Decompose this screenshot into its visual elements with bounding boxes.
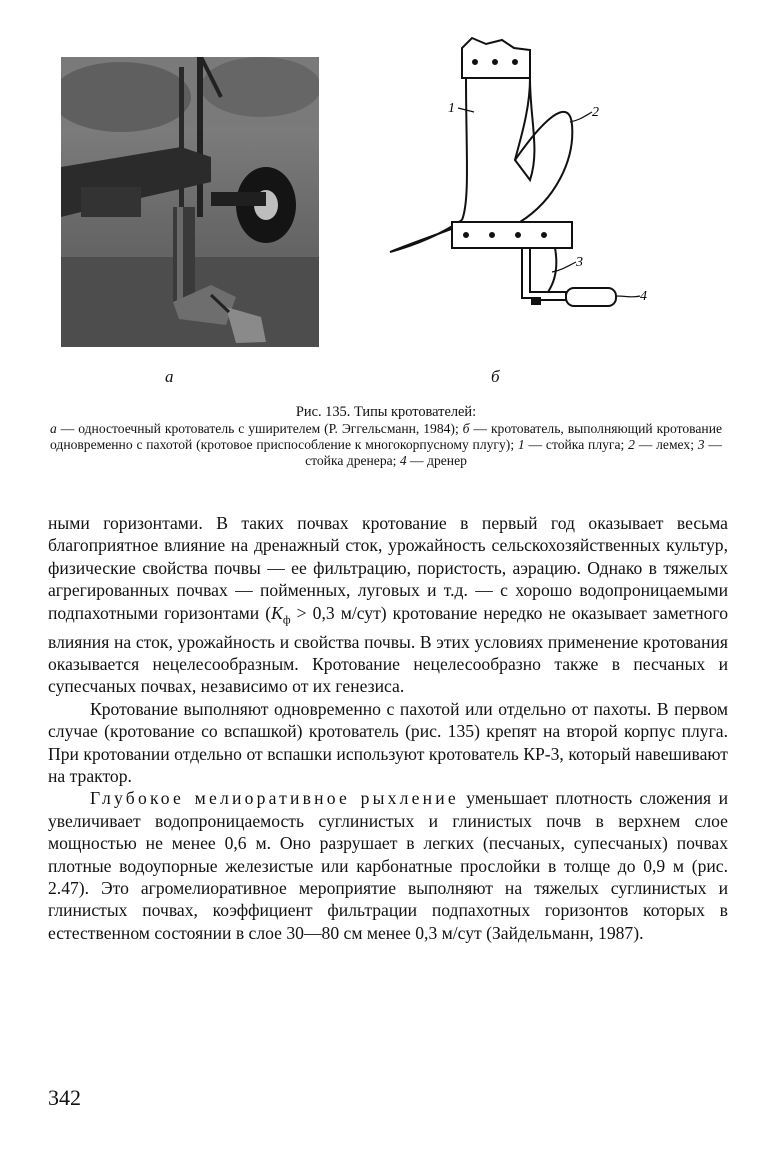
paragraph-3-text: уменьшает плотность сложения и увеличивает водопроницаемость суглинистых и глинистых почв в верхнем слое мощностью не менее 0,6 м. Оно разрушает в легких (песчаных, супесчаных) почвах плотные водоупорные железистые или карбонатные прослойки в толще до 0,9 м (рис. 2.47). Это агромелиоративное мероприятие выполняют на тяжелых суглинистых и глинистых почвах, коэффициент фильтрации подпахотных горизонтов которых в естественном состоянии в слое 30—80 см менее 0,3 м/сут (Зайдельманн, 1987). bbox=[48, 788, 728, 943]
paragraph-2: Кротование выполняют одновременно с пахотой или отдельно от пахоты. В первом случае (кротование со вспашкой) кротователь (рис. 135) крепят на второй корпус плуга. При кротовании отдельно от вспашки используют кротователь КР-3, который навешивают на трактор. bbox=[48, 698, 728, 786]
filtration-coefficient-symbol: K bbox=[271, 602, 283, 623]
caption-title: Рис. 135. Типы кротователей: bbox=[295, 404, 477, 420]
mole-attachment-diagram bbox=[380, 30, 660, 330]
caption-label: 4 bbox=[399, 453, 407, 468]
caption-text: — стойка дренера; bbox=[305, 437, 723, 468]
caption-text: — стойка плуга; bbox=[524, 437, 629, 452]
caption-label: 2 bbox=[628, 437, 635, 452]
caption-label: 1 bbox=[517, 437, 525, 452]
caption-text: — дренер bbox=[406, 453, 467, 468]
caption-label: б bbox=[462, 421, 470, 436]
paragraph-3 bbox=[48, 787, 728, 944]
caption-text: — лемех; bbox=[634, 437, 698, 452]
body-text bbox=[48, 512, 728, 944]
caption-label: 3 bbox=[697, 437, 705, 452]
panel-b-label: б bbox=[491, 367, 500, 386]
mole-plough-photo-image bbox=[61, 57, 319, 347]
paragraph-1-text: ными горизонтами. В таких почвах кротование в первый год оказывает весьма благоприятное влияние на дренажный сток, урожайность сельскохозяйственных культур, физические свойства почвы — ее фильтрацию, пористость, аэрацию. Однако в тяжелых агрегированных почвах — пойменных, луговых и т.д. — с хорошо водопроницаемыми подпахотными горизонтами ( bbox=[48, 513, 728, 623]
figure-caption bbox=[50, 404, 722, 469]
paragraph-1 bbox=[48, 512, 728, 698]
paragraph-1-text-cont: > 0,3 м/сут) кротование нередко не оказывает заметного влияния на сток, урожайность и свойства почвы. В этих условиях применение кротования оказывается нецелесообразным. Кротование нецелесообразно также в песчаных и супесчаных почвах, независимо от их генезиса. bbox=[48, 602, 728, 697]
mole-attachment-drawing bbox=[380, 30, 660, 330]
drawing-label-4: 4 bbox=[640, 289, 647, 304]
drawing-label-1: 1 bbox=[448, 101, 455, 116]
caption-label: а bbox=[50, 421, 57, 436]
drawing-label-3: 3 bbox=[576, 255, 583, 270]
filtration-coefficient-subscript: ф bbox=[282, 612, 291, 627]
caption-body bbox=[50, 421, 722, 469]
deep-loosening-term: Глубокое мелиоративное рыхление bbox=[90, 788, 459, 809]
drawing-label-2: 2 bbox=[592, 105, 599, 120]
caption-text: — кротователь, выполняющий кротование одновременно с пахотой (кротовое приспособление к многокорпусному плугу); bbox=[50, 421, 722, 452]
page-number: 342 bbox=[48, 1085, 81, 1110]
panel-a-label: а bbox=[165, 367, 174, 386]
mole-plough-photo bbox=[61, 57, 319, 347]
caption-text: — одностоечный кротователь с уширителем (Р. Эггельсманн, 1984); bbox=[56, 421, 463, 436]
